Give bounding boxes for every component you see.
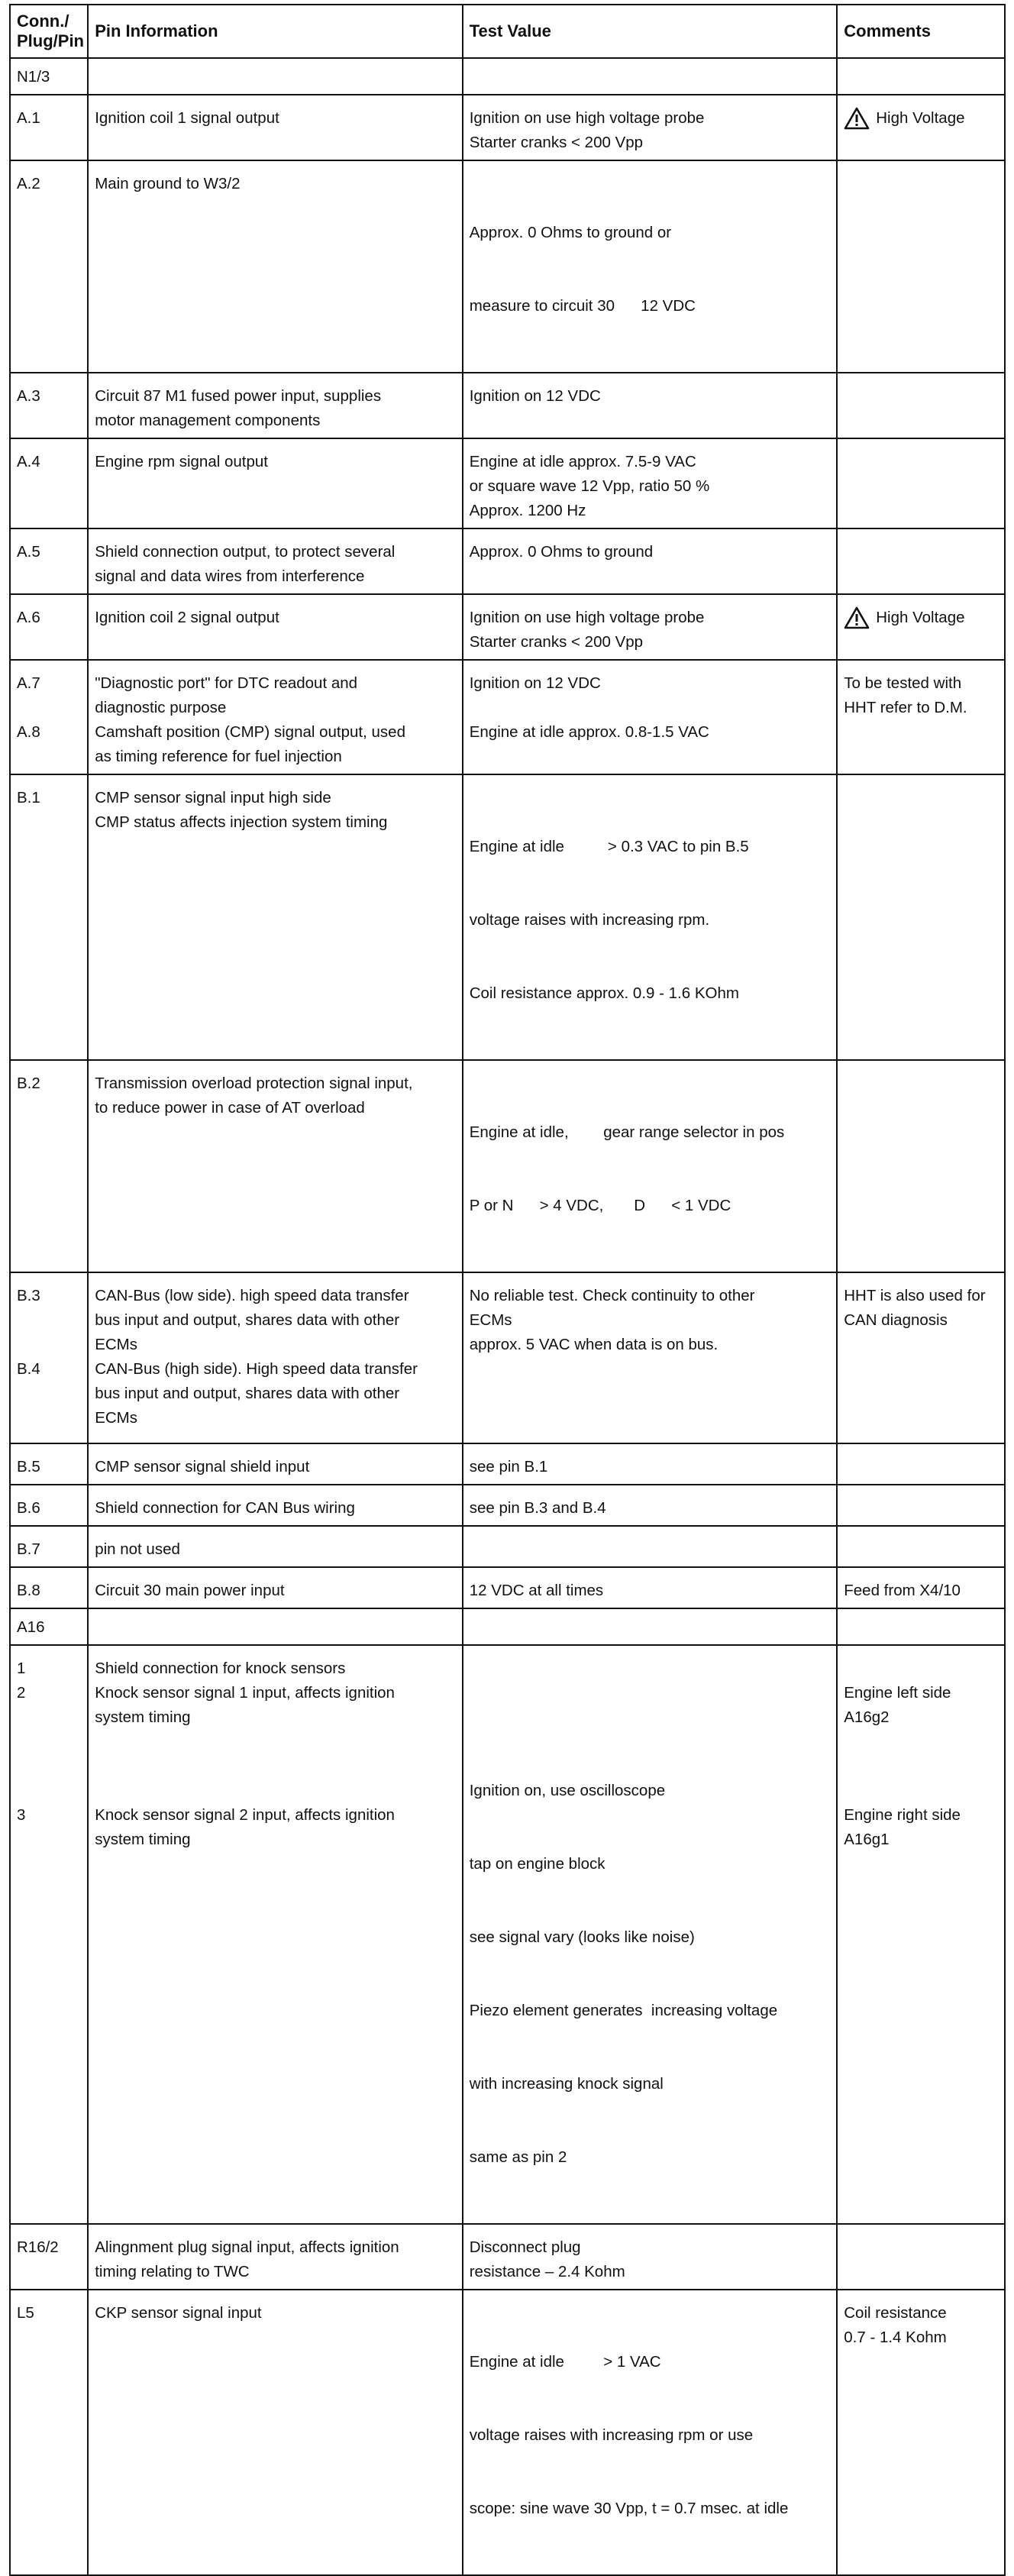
comment-cell: Engine left side A16g2 Engine right side A16g1 [837, 1645, 1005, 2224]
high-voltage-label: High Voltage [876, 109, 965, 127]
pin-info-cell: CAN-Bus (low side). high speed data transfer bus input and output, shares data with other ECMs CAN-Bus (high side). High speed data transfer bus input and output, shares data with other ECMs [88, 1272, 463, 1443]
warning-triangle-icon [844, 107, 870, 130]
table-row-b1 [10, 774, 1005, 1060]
table-row-b2 [10, 1060, 1005, 1272]
pin-info-cell: "Diagnostic port" for DTC readout and diagnostic purpose Camshaft position (CMP) signal output, used as timing reference for fuel injection [88, 660, 463, 774]
pin-cell: 1 2 3 [10, 1645, 88, 2224]
table-row-a3 [10, 373, 1005, 438]
comment-cell: Coil resistance 0.7 - 1.4 Kohm [837, 2290, 1005, 2575]
comment-cell: Feed from X4/10 [837, 1567, 1005, 1608]
test-value-cell: Ignition on 12 VDC [463, 373, 838, 438]
table-row-b5 [10, 1443, 1005, 1485]
test-value-cell: see pin B.1 [463, 1443, 838, 1485]
header-comments: Comments [837, 5, 1005, 58]
header-pin-information: Pin Information [88, 5, 463, 58]
test-value-cell: Approx. 0 Ohms to ground [463, 528, 838, 594]
pin-cell: B.6 [10, 1485, 88, 1526]
test-value-cell: Ignition on use high voltage probe Starter cranks < 200 Vpp [463, 95, 838, 160]
test-value-cell: see pin B.3 and B.4 [463, 1485, 838, 1526]
table-row-n1-3 [10, 58, 1005, 95]
test-value-cell: No reliable test. Check continuity to other ECMs approx. 5 VAC when data is on bus. [463, 1272, 838, 1443]
table-row-b3-b4 [10, 1272, 1005, 1443]
table-row-a5 [10, 528, 1005, 594]
comment-cell: To be tested with HHT refer to D.M. [837, 660, 1005, 774]
pin-cell: N1/3 [10, 58, 88, 95]
pin-cell: B.1 [10, 774, 88, 1060]
pin-cell: B.8 [10, 1567, 88, 1608]
test-value-cell: Engine at idle, gear range selector in pos P or N > 4 VDC, D < 1 VDC [463, 1060, 838, 1272]
pin-info-cell: Shield connection for CAN Bus wiring [88, 1485, 463, 1526]
pin-info-cell: Circuit 30 main power input [88, 1567, 463, 1608]
table-row-a4 [10, 438, 1005, 528]
pin-cell: A.1 [10, 95, 88, 160]
pin-cell: B.7 [10, 1526, 88, 1567]
test-value-cell: Disconnect plug resistance – 2.4 Kohm [463, 2224, 838, 2290]
pin-cell: A.5 [10, 528, 88, 594]
pin-test-table [9, 4, 1006, 2576]
pin-info-cell: CMP sensor signal input high side CMP status affects injection system timing [88, 774, 463, 1060]
table-row-a6 [10, 594, 1005, 660]
pin-info-cell: Shield connection output, to protect several signal and data wires from interference [88, 528, 463, 594]
pin-info-cell: Circuit 87 M1 fused power input, supplies motor management components [88, 373, 463, 438]
pin-info-cell: CKP sensor signal input [88, 2290, 463, 2575]
test-value-cell: Engine at idle > 1 VAC voltage raises with increasing rpm or use scope: sine wave 30 Vpp, t = 0.7 msec. at idle [463, 2290, 838, 2575]
table-row-r16-2 [10, 2224, 1005, 2290]
header-row [10, 5, 1005, 58]
table-row-l5 [10, 2290, 1005, 2575]
pin-cell: R16/2 [10, 2224, 88, 2290]
test-value-cell: Engine at idle approx. 7.5-9 VAC or square wave 12 Vpp, ratio 50 % Approx. 1200 Hz [463, 438, 838, 528]
test-value-cell: Ignition on use high voltage probe Starter cranks < 200 Vpp [463, 594, 838, 660]
comment-cell [837, 95, 1005, 160]
table-row-b6 [10, 1485, 1005, 1526]
pin-info-cell: Engine rpm signal output [88, 438, 463, 528]
test-value-cell: Ignition on 12 VDC Engine at idle approx. 0.8-1.5 VAC [463, 660, 838, 774]
comment-cell [837, 594, 1005, 660]
warning-triangle-icon [844, 606, 870, 629]
table-row-a2 [10, 160, 1005, 373]
header-test-value: Test Value [463, 5, 838, 58]
pin-cell: A.3 [10, 373, 88, 438]
pin-info-cell: pin not used [88, 1526, 463, 1567]
pin-cell: L5 [10, 2290, 88, 2575]
table-row-a7-a8 [10, 660, 1005, 774]
comment-cell: HHT is also used for CAN diagnosis [837, 1272, 1005, 1443]
table-row-a16 [10, 1608, 1005, 1645]
pin-cell: B.5 [10, 1443, 88, 1485]
high-voltage-label: High Voltage [876, 609, 965, 626]
pin-cell: B.3 B.4 [10, 1272, 88, 1443]
test-value-cell: 12 VDC at all times [463, 1567, 838, 1608]
table-row-a16-pins [10, 1645, 1005, 2224]
pin-cell: A.7 A.8 [10, 660, 88, 774]
pin-cell: A.2 [10, 160, 88, 373]
table-row-a1 [10, 95, 1005, 160]
pin-cell: A.6 [10, 594, 88, 660]
pin-cell: A16 [10, 1608, 88, 1645]
pin-info-cell: Ignition coil 2 signal output [88, 594, 463, 660]
test-value-cell: Ignition on, use oscilloscope tap on engine block see signal vary (looks like noise) Piezo element generates increasing voltage with increasing knock signal same as pin 2 [463, 1645, 838, 2224]
pin-info-cell: Shield connection for knock sensors Knock sensor signal 1 input, affects ignition system timing Knock sensor signal 2 input, affects ignition system timing [88, 1645, 463, 2224]
pin-info-cell: CMP sensor signal shield input [88, 1443, 463, 1485]
pin-info-cell: Main ground to W3/2 [88, 160, 463, 373]
pin-info-cell: Transmission overload protection signal input, to reduce power in case of AT overload [88, 1060, 463, 1272]
pin-info-cell: Ignition coil 1 signal output [88, 95, 463, 160]
pin-cell: A.4 [10, 438, 88, 528]
header-conn-plug-pin: Conn./ Plug/Pin [10, 5, 88, 58]
table-row-b8 [10, 1567, 1005, 1608]
pin-cell: B.2 [10, 1060, 88, 1272]
table-row-b7 [10, 1526, 1005, 1567]
test-value-cell: Approx. 0 Ohms to ground or measure to circuit 30 12 VDC [463, 160, 838, 373]
test-value-cell: Engine at idle > 0.3 VAC to pin B.5 voltage raises with increasing rpm. Coil resistance approx. 0.9 - 1.6 KOhm [463, 774, 838, 1060]
pin-info-cell: Alingnment plug signal input, affects ignition timing relating to TWC [88, 2224, 463, 2290]
